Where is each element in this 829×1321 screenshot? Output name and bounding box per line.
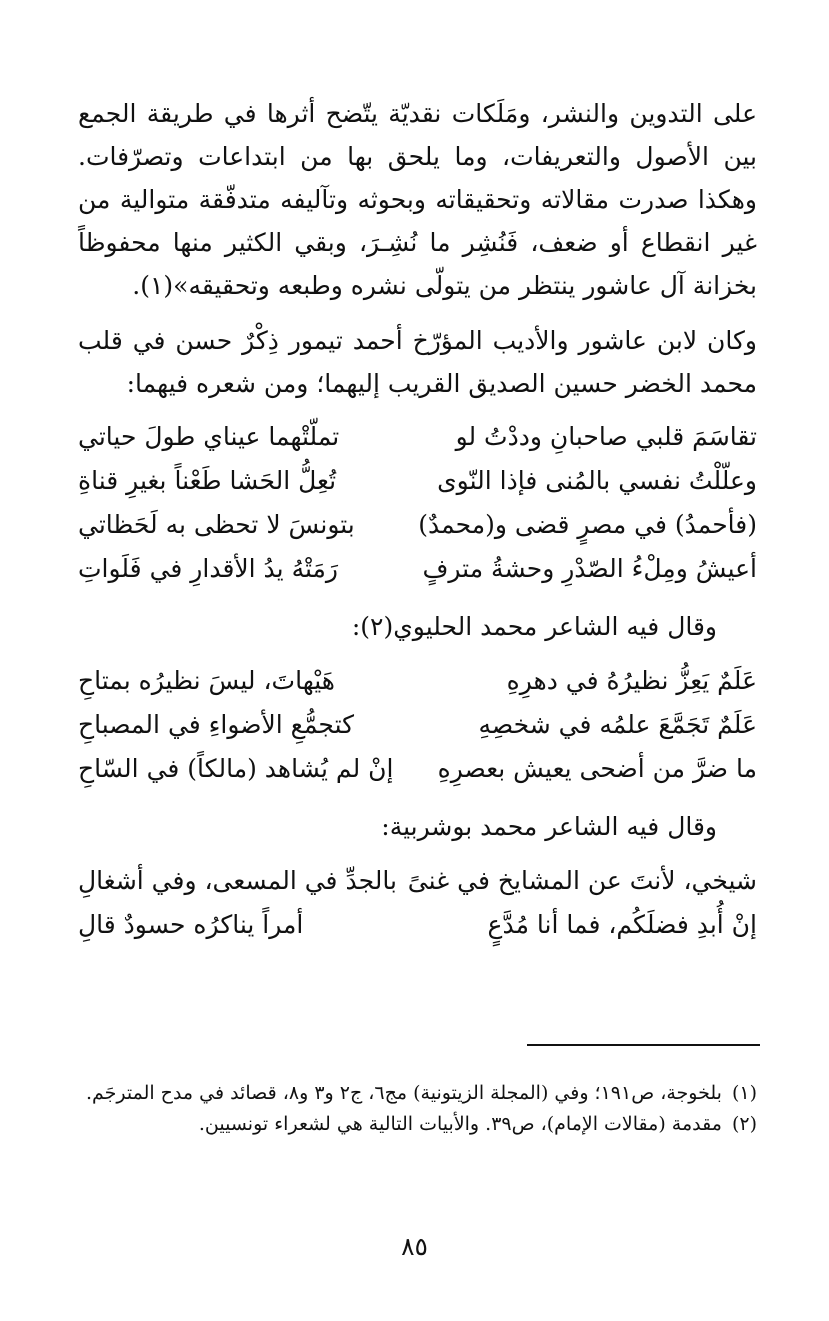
footnote-2 [84,1109,757,1140]
verse-first-hemistich: تقاسَمَ قلبي صاحبانِ وددْتُ لو [455,422,757,451]
verse-first-hemistich: عَلَمٌ تَجَمَّعَ علمُه في شخصِهِ [478,710,757,739]
verse [78,859,757,903]
verse-second-hemistich: هَيْهاتَ، ليسَ نظيرُه بمتاحِ [78,666,335,695]
verse-first-hemistich: عَلَمٌ يَعِزُّ نظيرُهُ في دهرِهِ [506,666,757,695]
verse-first-hemistich: ما ضرَّ من أضحى يعيش بعصرِهِ [437,754,757,783]
verse-second-hemistich: تُعِلُّ الحَشا طَعْناً بغيرِ قناةِ [78,466,337,495]
footnotes [84,1078,757,1140]
paragraph-2: وكان لابن عاشور والأديب المؤرّخ أحمد تيمور ذِكْرٌ حسن في قلب محمد الخضر حسين الصديق القريب إليهما؛ ومن شعره فيهما: [78,326,757,398]
poem-3-intro: وقال فيه الشاعر محمد بوشربية: [381,812,717,841]
poem-2-intro: وقال فيه الشاعر محمد الحليوي(٢): [351,612,717,641]
paragraph-1: على التدوين والنشر، ومَلَكات نقديّة يتّضح أثرها في طريقة الجمع بين الأصول والتعريفات، وما يلحق بها من ابتداعات وتصرّفات. وهكذا صدرت مقالاته وتحقيقاته وبحوثه وتآليفه متدفّقة متوالية من غير انقطاع أو ضعف، فَنُشِر ما نُشِـرَ، وبقي الكثير منها محفوظاً بخزانة آل عاشور ينتظر من يتولّى نشره وطبعه وتحقيقه»(١). [78,99,757,300]
footnote-marker: (١) [731,1082,757,1104]
verse [78,903,757,947]
verse-second-hemistich: كتجمُّعِ الأضواءِ في المصباحِ [78,710,355,739]
verse-second-hemistich: أمراً يناكرُه حسودٌ قالِ [78,910,304,939]
verse [78,415,757,459]
poem-3 [78,859,757,947]
verse-second-hemistich: بتونسَ لا تحظى به لَحَظاتي [78,510,355,539]
verse-second-hemistich: تملّتْهما عيناي طولَ حياتي [78,422,340,451]
verse-first-hemistich: شيخي، لأنتَ عن المشايخ في غنىً [407,866,757,895]
page-number: ٨٥ [401,1232,428,1261]
verse [78,747,757,791]
verse [78,503,757,547]
verse-second-hemistich: إنْ لم يُشاهد (مالكاً) في السّاحِ [78,754,394,783]
verse [78,459,757,503]
footnote-text: بلخوجة، ص١٩١؛ وفي (المجلة الزيتونية) مج٦، ج٢ و٣ و٨، قصائد في مدح المترجَم. [85,1082,722,1104]
verse [78,547,757,591]
verse-second-hemistich: رَمَتْهُ يدُ الأقدارِ في فَلَواتِ [78,554,338,583]
verse [78,703,757,747]
verse-first-hemistich: (فأحمدُ) في مصرٍ قضى و(محمدٌ) [418,510,757,539]
verse-first-hemistich: إنْ أُبدِ فضلَكُم، فما أنا مُدَّعٍ [487,910,757,939]
verse-first-hemistich: أعيشُ ومِلْءُ الصّدْرِ وحشةُ مترفٍ [422,554,757,583]
footnote-text: مقدمة (مقالات الإمام)، ص٣٩. والأبيات التالية هي لشعراء تونسيين. [198,1113,722,1135]
verse-second-hemistich: بالجدِّ في المسعى، وفي أشغالِ [78,866,397,895]
verse-first-hemistich: وعلّلْتُ نفسي بالمُنى فإذا النّوى [437,466,757,495]
poem-2 [78,659,757,791]
footnote-marker: (٢) [731,1113,757,1135]
footnote-divider [527,1044,760,1046]
footnote-1 [84,1078,757,1109]
poem-1 [78,415,757,591]
verse [78,659,757,703]
